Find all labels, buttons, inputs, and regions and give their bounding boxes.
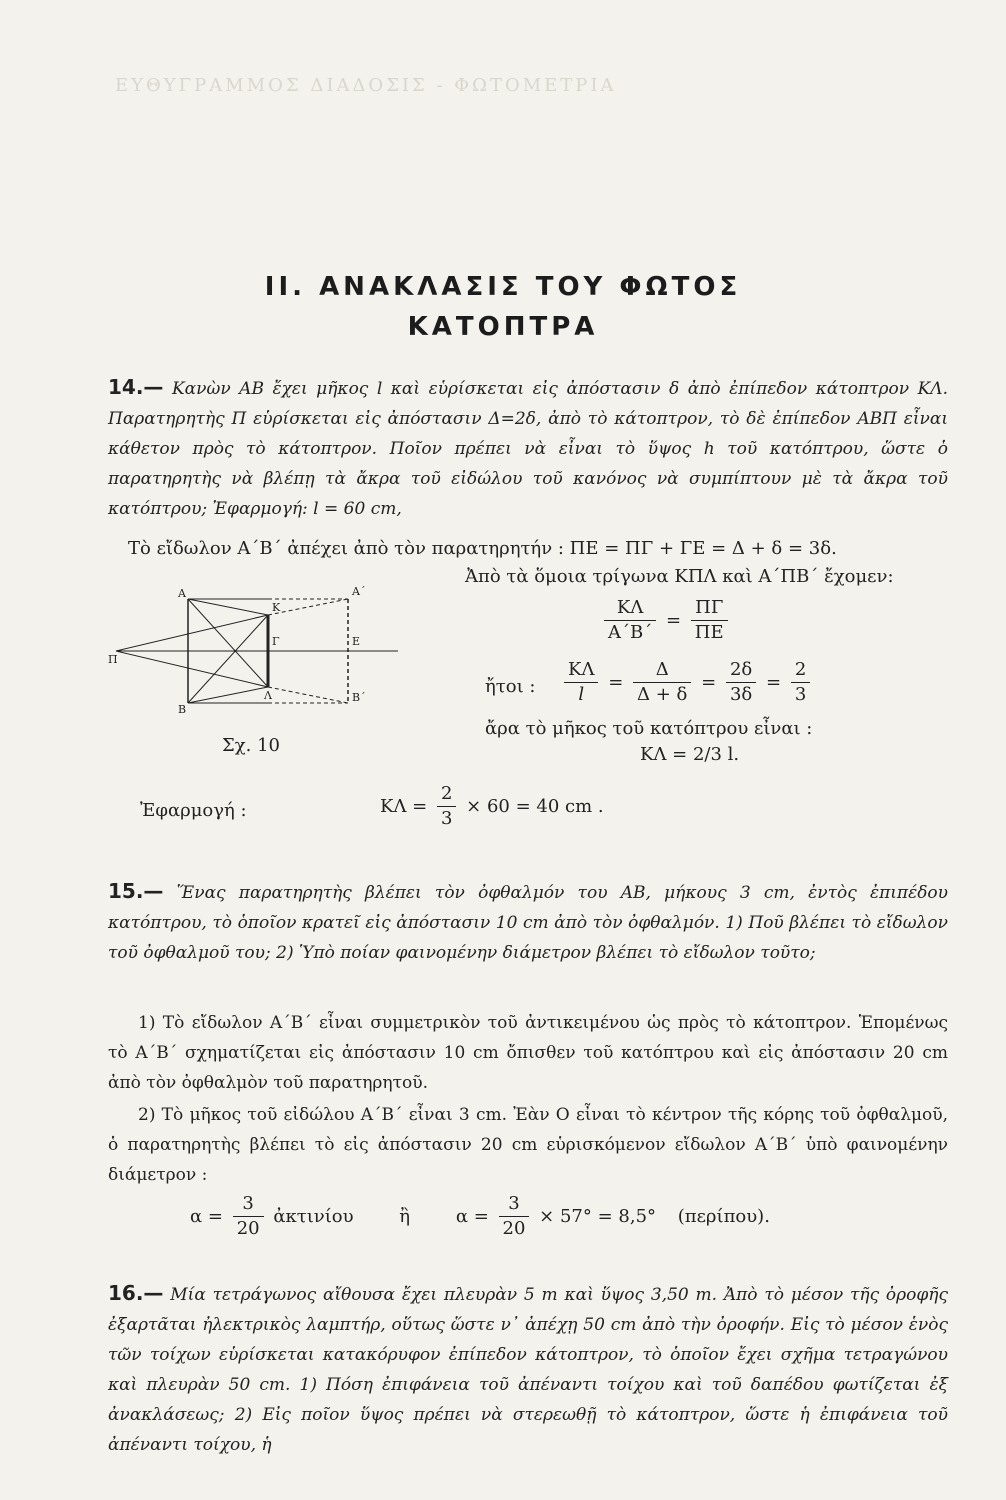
eq2-fraction-d [791, 658, 810, 707]
eq15-numerator-2: 3 [499, 1192, 530, 1217]
eq15-numerator-1: 3 [233, 1192, 264, 1217]
eq2-b-denominator: Δ + δ [637, 684, 688, 705]
problem-14-number: 14.— [108, 375, 164, 399]
problem-16-number: 16.— [108, 1281, 164, 1305]
app-lhs: ΚΛ = [380, 796, 428, 817]
app-fraction [437, 782, 456, 831]
problem-14-solution-line1: Τὸ εἴδωλον Α΄Β΄ ἀπέχει ἀπὸ τὸν παρατηρητήν : ΠΕ = ΠΓ + ΓΕ = Δ + δ = 3δ. [128, 538, 837, 559]
problem-15-statement [108, 876, 948, 968]
itoi-label: ἤτοι : [485, 676, 536, 697]
eq15-unit: ἀκτινίου [273, 1206, 354, 1227]
eq15-fraction-2 [499, 1192, 530, 1241]
equation-2: $\frac{K\Lambda}{l}$ = $\frac{\Delta}{\Delta + \delta}$ = $\frac{2\delta}{3\delta}$ = $\frac{2}{3}$ [560, 658, 814, 707]
conclusion-text: ἄρα τὸ μῆκος τοῦ κατόπτρου εἶναι : [485, 718, 813, 739]
app-numerator: 2 [437, 782, 456, 807]
eq-alpha-1: α = [190, 1206, 223, 1227]
figure-label-E: Ε [352, 635, 361, 648]
equation-1: $\frac{K\Lambda}{A΄B΄}$ = $\frac{\Pi\Gamma}{\Pi E}$ [600, 596, 732, 645]
application-label: Ἐφαρμογή : [140, 800, 247, 821]
problem-15-text: Ἕνας παρατηρητὴς βλέπει τὸν ὀφθαλμόν του ΑΒ, μήκους 3 cm, ἐντὸς ἐπιπέδου κατόπτρου, τὸ ὁποῖον κρατεῖ εἰς ἀπόστασιν 10 cm ἀπὸ τὸν ὀφθαλμόν. 1) Ποῦ βλέπει τὸ εἴδωλον τοῦ ὀφθαλμοῦ του; 2) Ὑπὸ ποίαν φαινομένην διάμετρον βλέπει τὸ εἴδωλον τοῦτο; [108, 883, 949, 963]
figure-label-P: Π [108, 653, 118, 666]
figure-10-diagram [108, 585, 408, 725]
app-rhs: × 60 = 40 cm . [466, 796, 604, 817]
figure-label-B: Β [178, 703, 187, 716]
bleed-through-header: ΕΥΘΥΓΡΑΜΜΟΣ ΔΙΑΔΟΣΙΣ - ΦΩΤΟΜΕΤΡΙΑ [115, 75, 617, 96]
problem-14-statement [108, 372, 948, 524]
eq1-lhs-fraction [604, 596, 656, 645]
section-number: II. [264, 272, 306, 302]
app-denominator: 3 [440, 808, 453, 829]
eq2-d-numerator: 2 [791, 658, 810, 683]
eq2-a-numerator: ΚΛ [564, 658, 598, 683]
eq2-b-numerator: Δ [633, 658, 691, 683]
problem-16-text: Μία τετράγωνος αἴθουσα ἔχει πλευρὰν 5 m καὶ ὕψος 3,50 m. Ἀπὸ τὸ μέσον τῆς ὀροφῆς ἐξαρτᾶται ἠλεκτρικὸς λαμπτήρ, οὕτως ὥστε ν᾽ ἀπέχῃ 50 cm ἀπὸ τὴν ὀροφήν. Εἰς τὸ μέσον ἑνὸς τῶν τοίχων εὑρίσκεται κατακόρυφον ἐπίπεδον κάτοπτρον, τὸ ὁποῖον ἔχει σχῆμα τετραγώνου καὶ πλευρὰν 50 cm. 1) Πόση ἐπιφάνεια τοῦ ἀπέναντι τοίχου καὶ τοῦ δαπέδου φωτίζεται ἐξ ἀνακλάσεως; 2) Εἰς ποῖον ὕψος πρέπει νὰ στερεωθῇ τὸ κάτοπτρον, ὥστε ἡ ἐπιφάνεια τοῦ ἀπέναντι τοίχου, ἡ [108, 1285, 949, 1455]
problem-14-solution-line2: Ἀπὸ τὰ ὅμοια τρίγωνα ΚΠΛ καὶ Α΄ΠΒ΄ ἔχομεν: [465, 566, 894, 587]
eq2-c-denominator: 3δ [729, 684, 753, 705]
eq1-rhs-fraction [691, 596, 728, 645]
eq2-a-denominator: l [578, 684, 585, 705]
eq1-lhs-numerator: ΚΛ [604, 596, 656, 621]
eq2-fraction-c [726, 658, 756, 707]
chapter-title [0, 272, 1006, 302]
problem-14-text: Κανὼν ΑΒ ἔχει μῆκος l καὶ εὑρίσκεται εἰς ἀπόστασιν δ ἀπὸ ἐπίπεδον κάτοπτρον ΚΛ. Παρατηρητὴς Π εὑρίσκεται εἰς ἀπόστασιν Δ=2δ, ἀπὸ τὸ κάτοπτρον, τὸ δὲ ἐπίπεδον ΑΒΠ εἶναι κάθετον πρὸς τὸ κάτοπτρον. Ποῖον πρέπει νὰ εἶναι τὸ ὕψος h τοῦ κατόπτρου, ὥστε ὁ παρατηρητὴς νὰ βλέπῃ τὰ ἄκρα τοῦ εἰδώλου τοῦ κανόνος νὰ συμπίπτουν μὲ τὰ ἄκρα τοῦ κατόπτρου; Ἐφαρμογή: l = 60 cm, [108, 379, 948, 519]
eq15-note: (περίπου). [677, 1206, 770, 1227]
eq2-c-numerator: 2δ [726, 658, 756, 683]
eq1-rhs-denominator: ΠΕ [694, 622, 724, 643]
eq2-d-denominator: 3 [794, 684, 807, 705]
problem-15-number: 15.— [108, 879, 164, 903]
figure-label-K: Κ [272, 601, 281, 614]
eq15-denominator-1: 20 [236, 1218, 260, 1239]
eq15-fraction-1 [233, 1192, 264, 1241]
figure-label-G: Γ [272, 635, 280, 648]
application-equation [380, 782, 604, 831]
problem-15-solution-2: 2) Τὸ μῆκος τοῦ εἰδώλου Α΄Β΄ εἶναι 3 cm. Ἐὰν Ο εἶναι τὸ κέντρον τῆς κόρης τοῦ ὀφθαλμοῦ, ὁ παρατηρητὴς βλέπει τὸ εἰς ἀπόστασιν 20 cm εὑρισκόμενον εἴδωλον Α΄Β΄ ὑπὸ φαινομένην διάμετρον : [108, 1105, 948, 1185]
figure-label-A: Α [178, 587, 186, 600]
chapter-subtitle: ΚΑΤΟΠΤΡΑ [407, 312, 599, 342]
problem-15-solution-1: 1) Τὸ εἴδωλον Α΄Β΄ εἶναι συμμετρικὸν τοῦ ἀντικειμένου ὡς πρὸς τὸ κάτοπτρον. Ἑπομένως τὸ Α΄Β΄ σχηματίζεται εἰς ἀπόστασιν 10 cm ὄπισθεν τοῦ κατόπτρου καὶ εἰς ἀπόστασιν 20 cm ἀπὸ τὸν ὀφθαλμὸν τοῦ παρατηρητοῦ. [108, 1013, 948, 1093]
problem-16-statement [108, 1278, 948, 1460]
eq2-fraction-b [633, 658, 691, 707]
figure-label-B-prime: Β΄ [352, 691, 366, 704]
eq-alpha-2: α = [455, 1206, 489, 1227]
eq15-denominator-2: 20 [502, 1218, 526, 1239]
eq15-rhs: × 57° = 8,5° [539, 1206, 657, 1227]
figure-label-L: Λ [264, 689, 272, 702]
eq15-or: ἢ [399, 1206, 411, 1227]
eq1-lhs-denominator: Α΄Β΄ [608, 622, 653, 643]
figure-10-caption: Σχ. 10 [222, 735, 280, 756]
title-line1: ΑΝΑΚΛΑΣΙΣ ΤΟΥ ΦΩΤΟΣ [319, 272, 742, 302]
eq1-rhs-numerator: ΠΓ [691, 596, 728, 621]
result-formula: ΚΛ = 2/3 l. [640, 744, 740, 765]
eq2-fraction-a [564, 658, 598, 707]
problem-15-equation [190, 1192, 770, 1241]
figure-label-A-prime: Α΄ [352, 585, 366, 598]
